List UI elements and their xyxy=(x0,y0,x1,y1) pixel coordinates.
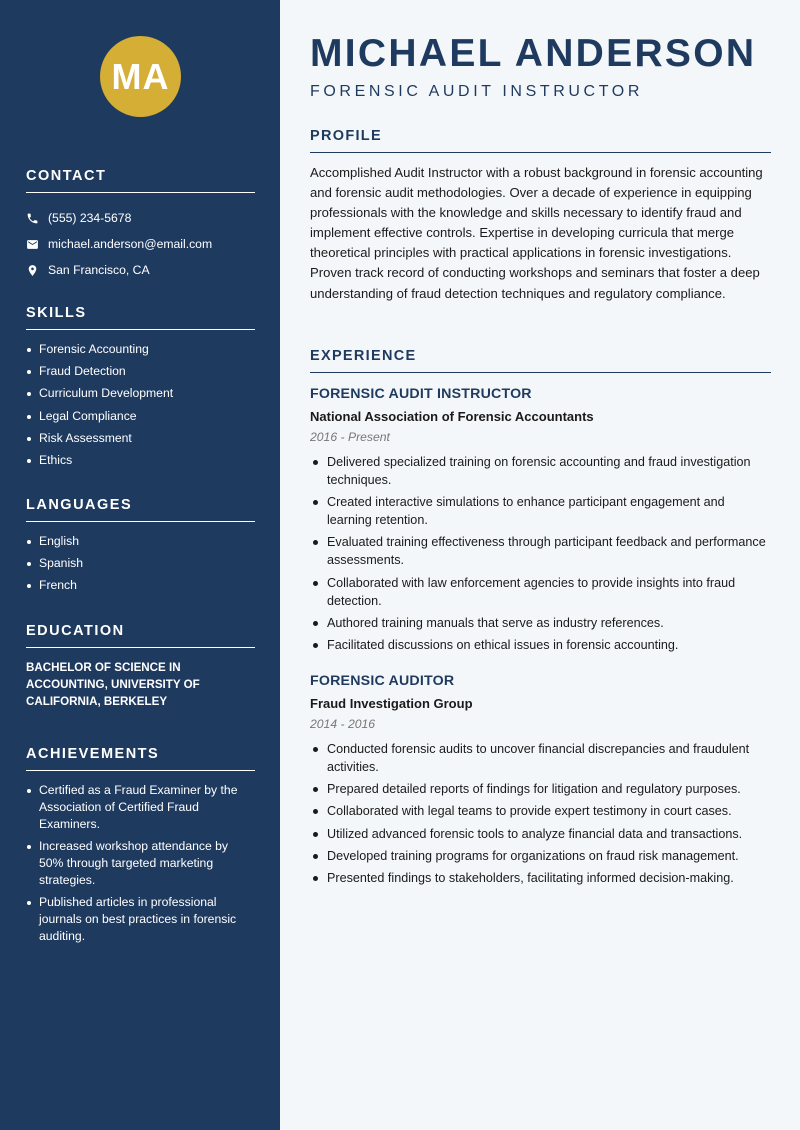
skill-item: Curriculum Development xyxy=(26,385,255,402)
skill-item: Fraud Detection xyxy=(26,363,255,380)
achievements-heading: ACHIEVEMENTS xyxy=(26,746,255,771)
sidebar xyxy=(0,0,280,1130)
job-bullet: Created interactive simulations to enhance participant engagement and learning retention. xyxy=(310,493,771,529)
achievement-item: Certified as a Fraud Examiner by the Association of Certified Fraud Examiners. xyxy=(26,782,255,833)
skill-item: Forensic Accounting xyxy=(26,341,255,358)
contact-phone xyxy=(26,205,255,231)
job-bullet: Collaborated with legal teams to provide expert testimony in court cases. xyxy=(310,802,771,820)
education-section xyxy=(26,623,255,710)
job-company: Fraud Investigation Group xyxy=(310,696,473,711)
location-pin-icon xyxy=(26,264,39,277)
skills-section xyxy=(26,305,255,474)
email-text: michael.anderson@email.com xyxy=(48,237,213,251)
skills-list xyxy=(26,341,255,469)
achievement-item: Published articles in professional journals on best practices in forensic auditing. xyxy=(26,894,255,945)
email-icon xyxy=(26,238,39,251)
job-bullet: Collaborated with law enforcement agencies to provide insights into fraud detection. xyxy=(310,574,771,610)
language-item: French xyxy=(26,577,255,594)
contact-section xyxy=(26,168,255,283)
job-bullet: Presented findings to stakeholders, facilitating informed decision-making. xyxy=(310,869,771,887)
contact-email xyxy=(26,231,255,257)
language-item: Spanish xyxy=(26,555,255,572)
language-item: English xyxy=(26,533,255,550)
job-bullets xyxy=(310,453,771,654)
languages-heading: LANGUAGES xyxy=(26,497,255,522)
job-company: National Association of Forensic Accountants xyxy=(310,409,594,424)
skill-item: Risk Assessment xyxy=(26,430,255,447)
skill-item: Ethics xyxy=(26,452,255,469)
profile-text: Accomplished Audit Instructor with a robust background in forensic accounting and forensic audit methodologies. Over a decade of experience in equipping professionals with the knowledge and skills necessary to identify fraud and implement effective controls. Expertise in developing curricula that merge theoretical principles with practical applications in forensic investigations. Proven track record of conducting workshops and seminars that foster a deep understanding of fraud detection techniques and regulatory compliance. xyxy=(310,165,763,301)
education-degree: BACHELOR OF SCIENCE IN ACCOUNTING, UNIVERSITY OF CALIFORNIA, BERKELEY xyxy=(26,661,200,708)
job-entry xyxy=(310,673,771,891)
skill-item: Legal Compliance xyxy=(26,408,255,425)
experience-heading: EXPERIENCE xyxy=(310,348,771,373)
job-bullet: Utilized advanced forensic tools to analyze financial data and transactions. xyxy=(310,825,771,843)
job-bullet: Facilitated discussions on ethical issues in forensic accounting. xyxy=(310,636,771,654)
job-bullet: Evaluated training effectiveness through participant feedback and performance assessments. xyxy=(310,533,771,569)
candidate-name: MICHAEL ANDERSON xyxy=(310,32,757,75)
job-bullet: Authored training manuals that serve as industry references. xyxy=(310,614,771,632)
job-dates: 2014 - 2016 xyxy=(310,717,376,731)
avatar: MA xyxy=(100,36,181,117)
achievements-list xyxy=(26,782,255,945)
job-entry xyxy=(310,386,771,658)
skills-heading: SKILLS xyxy=(26,305,255,330)
job-title: FORENSIC AUDITOR xyxy=(310,673,455,689)
job-bullet: Conducted forensic audits to uncover financial discrepancies and fraudulent activities. xyxy=(310,740,771,776)
job-bullet: Prepared detailed reports of findings for litigation and regulatory purposes. xyxy=(310,780,771,798)
job-bullets xyxy=(310,740,771,887)
job-dates: 2016 - Present xyxy=(310,430,390,444)
job-title: FORENSIC AUDIT INSTRUCTOR xyxy=(310,386,532,402)
achievement-item: Increased workshop attendance by 50% through targeted marketing strategies. xyxy=(26,838,255,889)
contact-heading: CONTACT xyxy=(26,168,255,193)
contact-location xyxy=(26,257,255,283)
languages-section xyxy=(26,497,255,600)
profile-heading: PROFILE xyxy=(310,128,771,153)
achievements-section xyxy=(26,746,255,951)
education-heading: EDUCATION xyxy=(26,623,255,648)
job-bullet: Developed training programs for organizations on fraud risk management. xyxy=(310,847,771,865)
phone-text: (555) 234-5678 xyxy=(48,211,132,225)
languages-list xyxy=(26,533,255,594)
candidate-title: FORENSIC AUDIT INSTRUCTOR xyxy=(310,83,643,100)
location-text: San Francisco, CA xyxy=(48,263,150,277)
phone-icon xyxy=(26,212,39,225)
job-bullet: Delivered specialized training on forensic accounting and fraud investigation techniques. xyxy=(310,453,771,489)
